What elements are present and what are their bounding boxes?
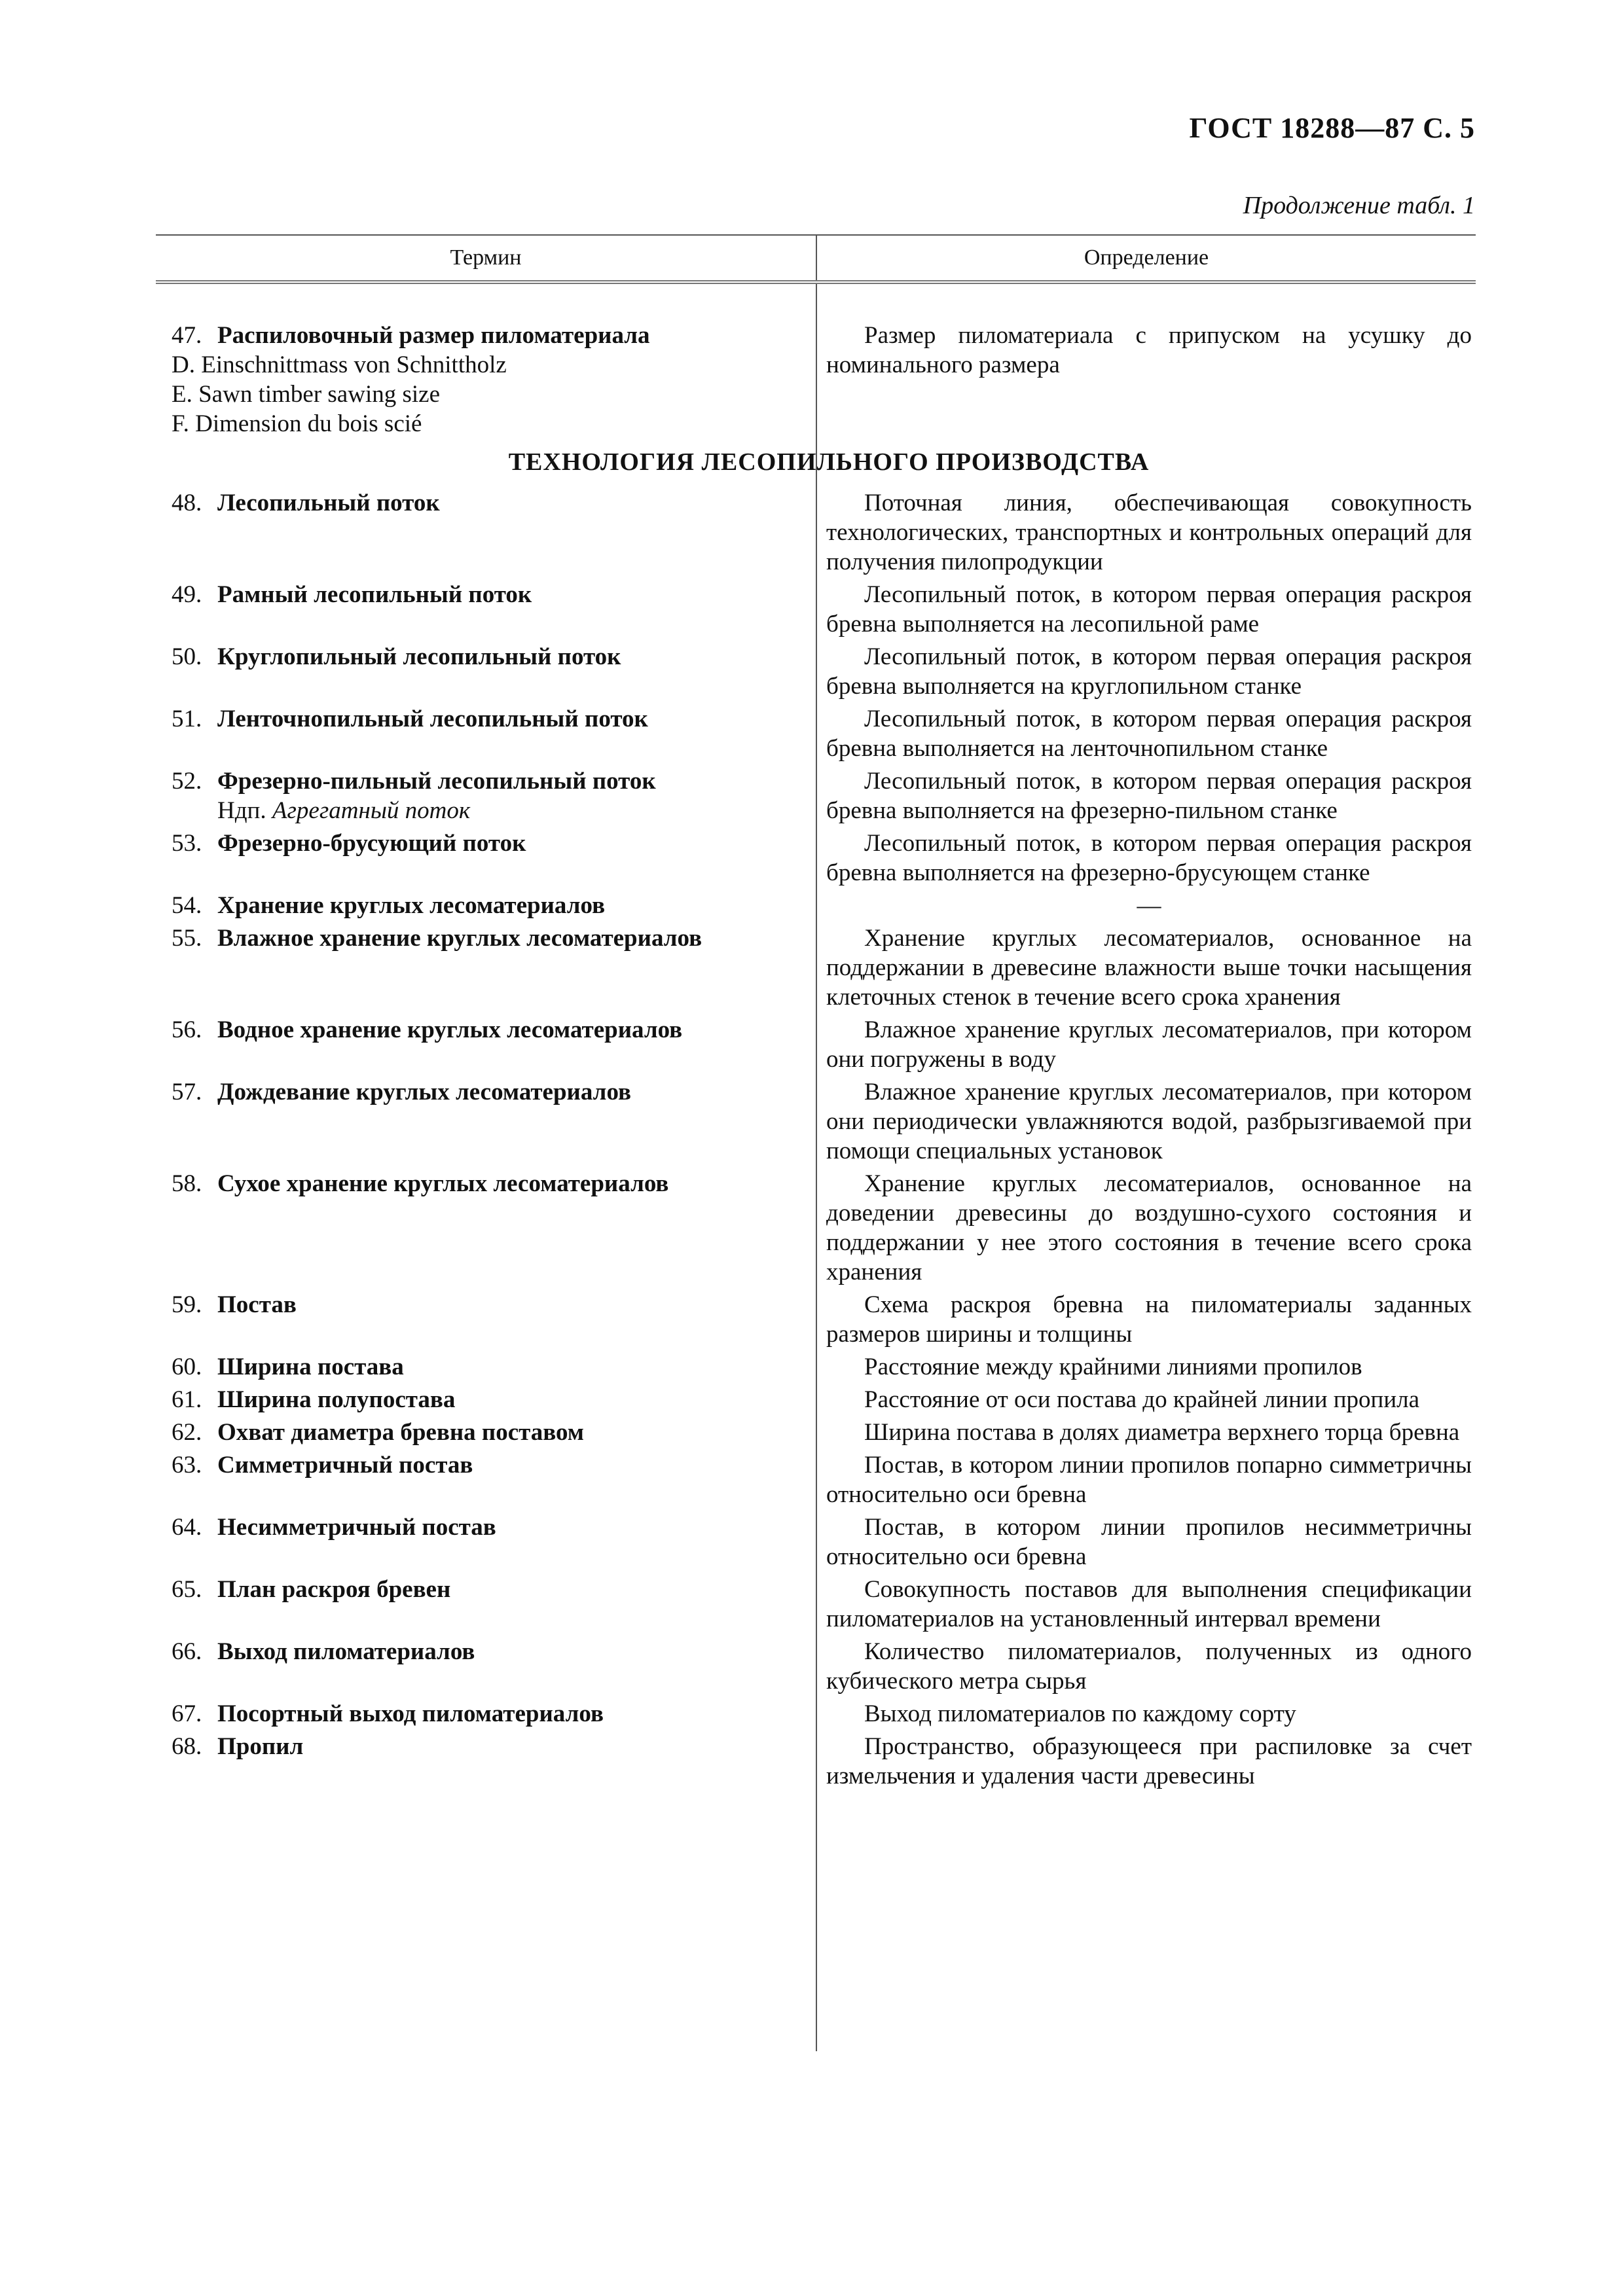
definition-cell: Количество пиломатериалов, полученных из одного кубического метра сырья — [826, 1638, 1472, 1695]
table-row — [156, 488, 1476, 577]
table-header — [156, 234, 1476, 284]
term-cell — [156, 488, 816, 577]
term-number: 52. — [172, 768, 202, 795]
table-row — [156, 1699, 1476, 1729]
term-name: Симметричный постав — [217, 1452, 473, 1479]
term-name: Выход пиломатериалов — [217, 1638, 475, 1665]
term-cell — [156, 1637, 816, 1696]
term-number: 63. — [172, 1452, 202, 1479]
table-row — [156, 924, 1476, 1012]
term-cell — [156, 924, 816, 1012]
term-name: Рамный лесопильный поток — [217, 581, 532, 608]
column-header-term: Термин — [156, 236, 817, 280]
term-cell — [156, 1015, 816, 1074]
term-cell — [156, 1699, 816, 1729]
term-rows — [156, 488, 1476, 1791]
definition-cell: Постав, в котором линии пропилов попарно симметричны относительно оси бревна — [826, 1452, 1472, 1508]
table-row — [156, 766, 1476, 825]
table-row — [156, 891, 1476, 920]
term-cell — [156, 1385, 816, 1414]
terms-table — [156, 234, 1476, 1794]
term-number: 59. — [172, 1291, 202, 1318]
table-continuation-label: Продолжение табл. 1 — [1243, 192, 1475, 219]
table-row — [156, 1637, 1476, 1696]
section-title: ТЕХНОЛОГИЯ ЛЕСОПИЛЬНОГО ПРОИЗВОДСТВА — [508, 448, 1150, 476]
table-row — [156, 1385, 1476, 1414]
term-number: 68. — [172, 1733, 202, 1760]
term-number: 64. — [172, 1514, 202, 1541]
table-row — [156, 829, 1476, 888]
deprecated-term — [172, 796, 816, 825]
table-row — [156, 704, 1476, 763]
table-row — [156, 1513, 1476, 1571]
deprecated-value: Агрегатный поток — [272, 797, 471, 824]
term-cell — [156, 321, 816, 439]
table-row — [156, 321, 1476, 439]
term-number: 66. — [172, 1638, 202, 1665]
term-name: Дождевание круглых лесоматериалов — [217, 1079, 631, 1105]
term-name: Посортный выход пиломатериалов — [217, 1700, 604, 1727]
table-row — [156, 642, 1476, 701]
foreign-equivalent-fr: F. Dimension du bois scié — [172, 410, 422, 437]
foreign-equivalent-de: D. Einschnittmass von Schnittholz — [172, 351, 507, 378]
term-name: Постав — [217, 1291, 297, 1318]
definition-cell: Ширина постава в долях диаметра верхнего торца бревна — [864, 1419, 1460, 1446]
term-cell — [156, 1418, 816, 1447]
definition-cell: Лесопильный поток, в котором первая операция раскроя бревна выполняется на фрезерно-брусующем станке — [826, 830, 1472, 886]
definition-cell: Поточная линия, обеспечивающая совокупность технологических, транспортных и контрольных операций для получения пилопродукции — [826, 490, 1472, 575]
term-name: План раскроя бревен — [217, 1576, 451, 1603]
table-row — [156, 1450, 1476, 1509]
term-cell — [156, 1352, 816, 1382]
term-cell — [156, 1290, 816, 1349]
definition-cell: — — [1137, 892, 1161, 919]
term-number: 62. — [172, 1419, 202, 1446]
definition-cell: Пространство, образующееся при распиловке за счет измельчения и удаления части древесины — [826, 1733, 1472, 1789]
term-cell — [156, 1513, 816, 1571]
term-name: Ленточнопильный лесопильный поток — [217, 706, 648, 732]
definition-cell: Расстояние от оси постава до крайней линии пропила — [864, 1386, 1420, 1413]
definition-cell: Выход пиломатериалов по каждому сорту — [864, 1700, 1296, 1727]
table-row — [156, 1077, 1476, 1166]
term-number: 50. — [172, 643, 202, 670]
term-number: 56. — [172, 1016, 202, 1043]
term-cell — [156, 1732, 816, 1791]
term-name: Ширина полупостава — [217, 1386, 456, 1413]
term-name: Распиловочный размер пиломатериала — [217, 322, 650, 349]
term-cell — [156, 642, 816, 701]
term-cell — [156, 829, 816, 888]
table-row — [156, 1732, 1476, 1791]
definition-cell: Лесопильный поток, в котором первая операция раскроя бревна выполняется на ленточнопильном станке — [826, 706, 1472, 762]
term-name: Сухое хранение круглых лесоматериалов — [217, 1170, 669, 1197]
term-number: 57. — [172, 1079, 202, 1105]
foreign-equivalent-en: E. Sawn timber sawing size — [172, 381, 440, 408]
term-name: Охват диаметра бревна поставом — [217, 1419, 584, 1446]
page-header: ГОСТ 18288—87 С. 5 — [1189, 112, 1475, 144]
term-cell — [156, 1450, 816, 1509]
definition-cell: Постав, в котором линии пропилов несимметричны относительно оси бревна — [826, 1514, 1472, 1570]
definition-cell: Лесопильный поток, в котором первая операция раскроя бревна выполняется на круглопильном станке — [826, 643, 1472, 700]
table-row — [156, 580, 1476, 639]
term-name: Лесопильный поток — [217, 490, 440, 516]
term-cell — [156, 891, 816, 920]
definition-cell: Совокупность поставов для выполнения спецификации пиломатериалов на установленный интервал времени — [826, 1576, 1472, 1632]
term-cell — [156, 766, 816, 825]
term-number: 53. — [172, 830, 202, 857]
term-number: 48. — [172, 490, 202, 516]
term-name: Фрезерно-брусующий поток — [217, 830, 526, 857]
definition-cell: Лесопильный поток, в котором первая операция раскроя бревна выполняется на фрезерно-пильном станке — [826, 768, 1472, 824]
deprecated-label: Ндп. — [217, 797, 266, 824]
term-name: Водное хранение круглых лесоматериалов — [217, 1016, 683, 1043]
definition-cell: Размер пиломатериала с припуском на усушку до номинального размера — [826, 322, 1472, 378]
definition-cell: Схема раскроя бревна на пиломатериалы заданных размеров ширины и толщины — [826, 1291, 1472, 1348]
term-name: Фрезерно-пильный лесопильный поток — [217, 768, 656, 795]
term-name: Хранение круглых лесоматериалов — [217, 892, 606, 919]
term-number: 51. — [172, 706, 202, 732]
term-cell — [156, 580, 816, 639]
term-name: Пропил — [217, 1733, 304, 1760]
table-row — [156, 1575, 1476, 1634]
table-row — [156, 1352, 1476, 1382]
term-cell — [156, 704, 816, 763]
term-name: Ширина постава — [217, 1354, 404, 1380]
term-number: 67. — [172, 1700, 202, 1727]
table-row — [156, 1290, 1476, 1349]
term-number: 58. — [172, 1170, 202, 1197]
definition-cell: Хранение круглых лесоматериалов, основанное на доведении древесины до воздушно-сухого состояния и поддержании у нее этого состояния в течение всего срока хранения — [826, 1170, 1472, 1285]
term-name: Круглопильный лесопильный поток — [217, 643, 621, 670]
table-row — [156, 1015, 1476, 1074]
definition-cell: Влажное хранение круглых лесоматериалов, при котором они погружены в воду — [826, 1016, 1472, 1073]
definition-cell: Расстояние между крайними линиями пропилов — [864, 1354, 1362, 1380]
term-number: 47. — [172, 322, 202, 349]
term-cell — [156, 1077, 816, 1166]
table-row — [156, 1418, 1476, 1447]
term-number: 54. — [172, 892, 202, 919]
definition-cell: Лесопильный поток, в котором первая операция раскроя бревна выполняется на лесопильной раме — [826, 581, 1472, 637]
table-body — [156, 284, 1476, 1791]
term-name: Влажное хранение круглых лесоматериалов — [217, 925, 702, 952]
column-header-definition: Определение — [1084, 245, 1209, 270]
term-number: 65. — [172, 1576, 202, 1603]
term-cell — [156, 1575, 816, 1634]
definition-cell: Влажное хранение круглых лесоматериалов, при котором они периодически увлажняются водой, разбрызгиваемой при помощи специальных установок — [826, 1079, 1472, 1164]
definition-cell: Хранение круглых лесоматериалов, основанное на поддержании в древесине влажности выше точки насыщения клеточных стенок в течение всего срока хранения — [826, 925, 1472, 1011]
term-number: 60. — [172, 1354, 202, 1380]
term-name: Несимметричный постав — [217, 1514, 496, 1541]
table-row — [156, 1169, 1476, 1287]
term-number: 49. — [172, 581, 202, 608]
term-number: 55. — [172, 925, 202, 952]
term-cell — [156, 1169, 816, 1287]
term-number: 61. — [172, 1386, 202, 1413]
